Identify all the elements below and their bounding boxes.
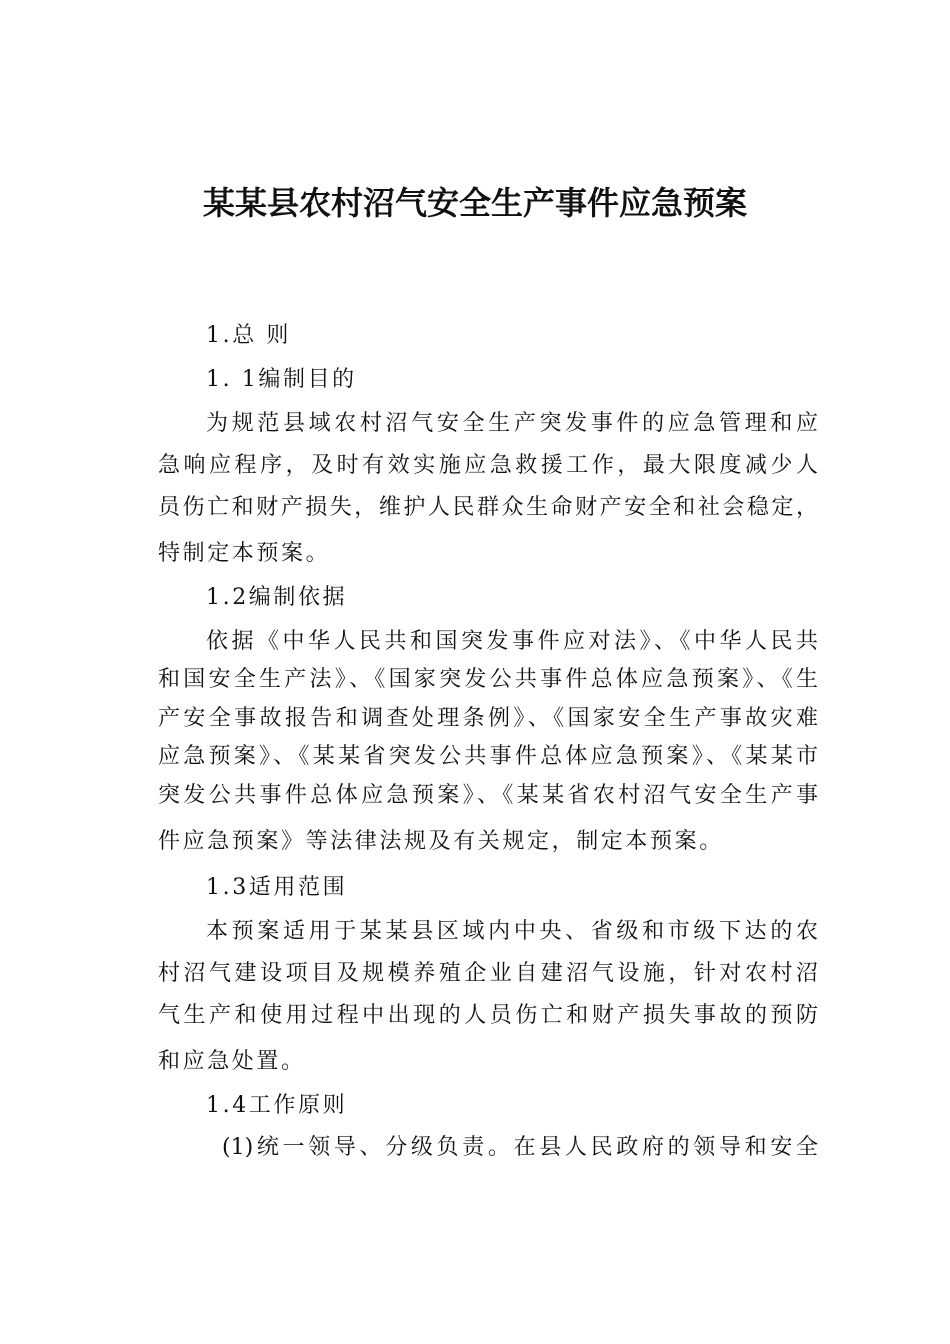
paragraph-line: 突发公共事件总体应急预案》、《某某省农村沼气安全生产事	[158, 783, 818, 808]
paragraph-line: 为规范县域农村沼气安全生产突发事件的应急管理和应	[206, 411, 818, 436]
paragraph-line: 气生产和使用过程中出现的人员伤亡和财产损失事故的预防	[158, 1003, 818, 1028]
paragraph-line: 和应急处置。	[158, 1049, 306, 1074]
paragraph-line: (1)统一领导、分级负责。在县人民政府的领导和安全	[222, 1135, 818, 1160]
section-heading-basis: 1.2编制依据	[206, 585, 348, 610]
paragraph-line: 依据《中华人民共和国突发事件应对法》、《中华人民共	[206, 629, 818, 654]
paragraph-line: 和国安全生产法》、《国家突发公共事件总体应急预案》、《生	[158, 667, 818, 692]
paragraph-line: 员伤亡和财产损失，维护人民群众生命财产安全和社会稳定，	[158, 495, 818, 520]
paragraph-line: 急响应程序，及时有效实施应急救援工作，最大限度减少人	[158, 453, 818, 478]
paragraph-line: 村沼气建设项目及规模养殖企业自建沼气设施，针对农村沼	[158, 961, 818, 986]
section-heading-purpose: 1. 1编制目的	[206, 367, 357, 392]
section-heading-principles: 1.4工作原则	[206, 1093, 348, 1118]
paragraph-line: 特制定本预案。	[158, 541, 331, 566]
section-heading-general: 1.总 则	[206, 323, 291, 348]
document-title: 某某县农村沼气安全生产事件应急预案	[202, 184, 747, 222]
section-heading-scope: 1.3适用范围	[206, 875, 348, 900]
paragraph-line: 件应急预案》等法律法规及有关规定，制定本预案。	[158, 829, 724, 854]
paragraph-line: 产安全事故报告和调查处理条例》、《国家安全生产事故灾难	[158, 706, 818, 731]
paragraph-line: 应急预案》、《某某省突发公共事件总体应急预案》、《某某市	[158, 744, 818, 769]
paragraph-line: 本预案适用于某某县区域内中央、省级和市级下达的农	[206, 919, 818, 944]
